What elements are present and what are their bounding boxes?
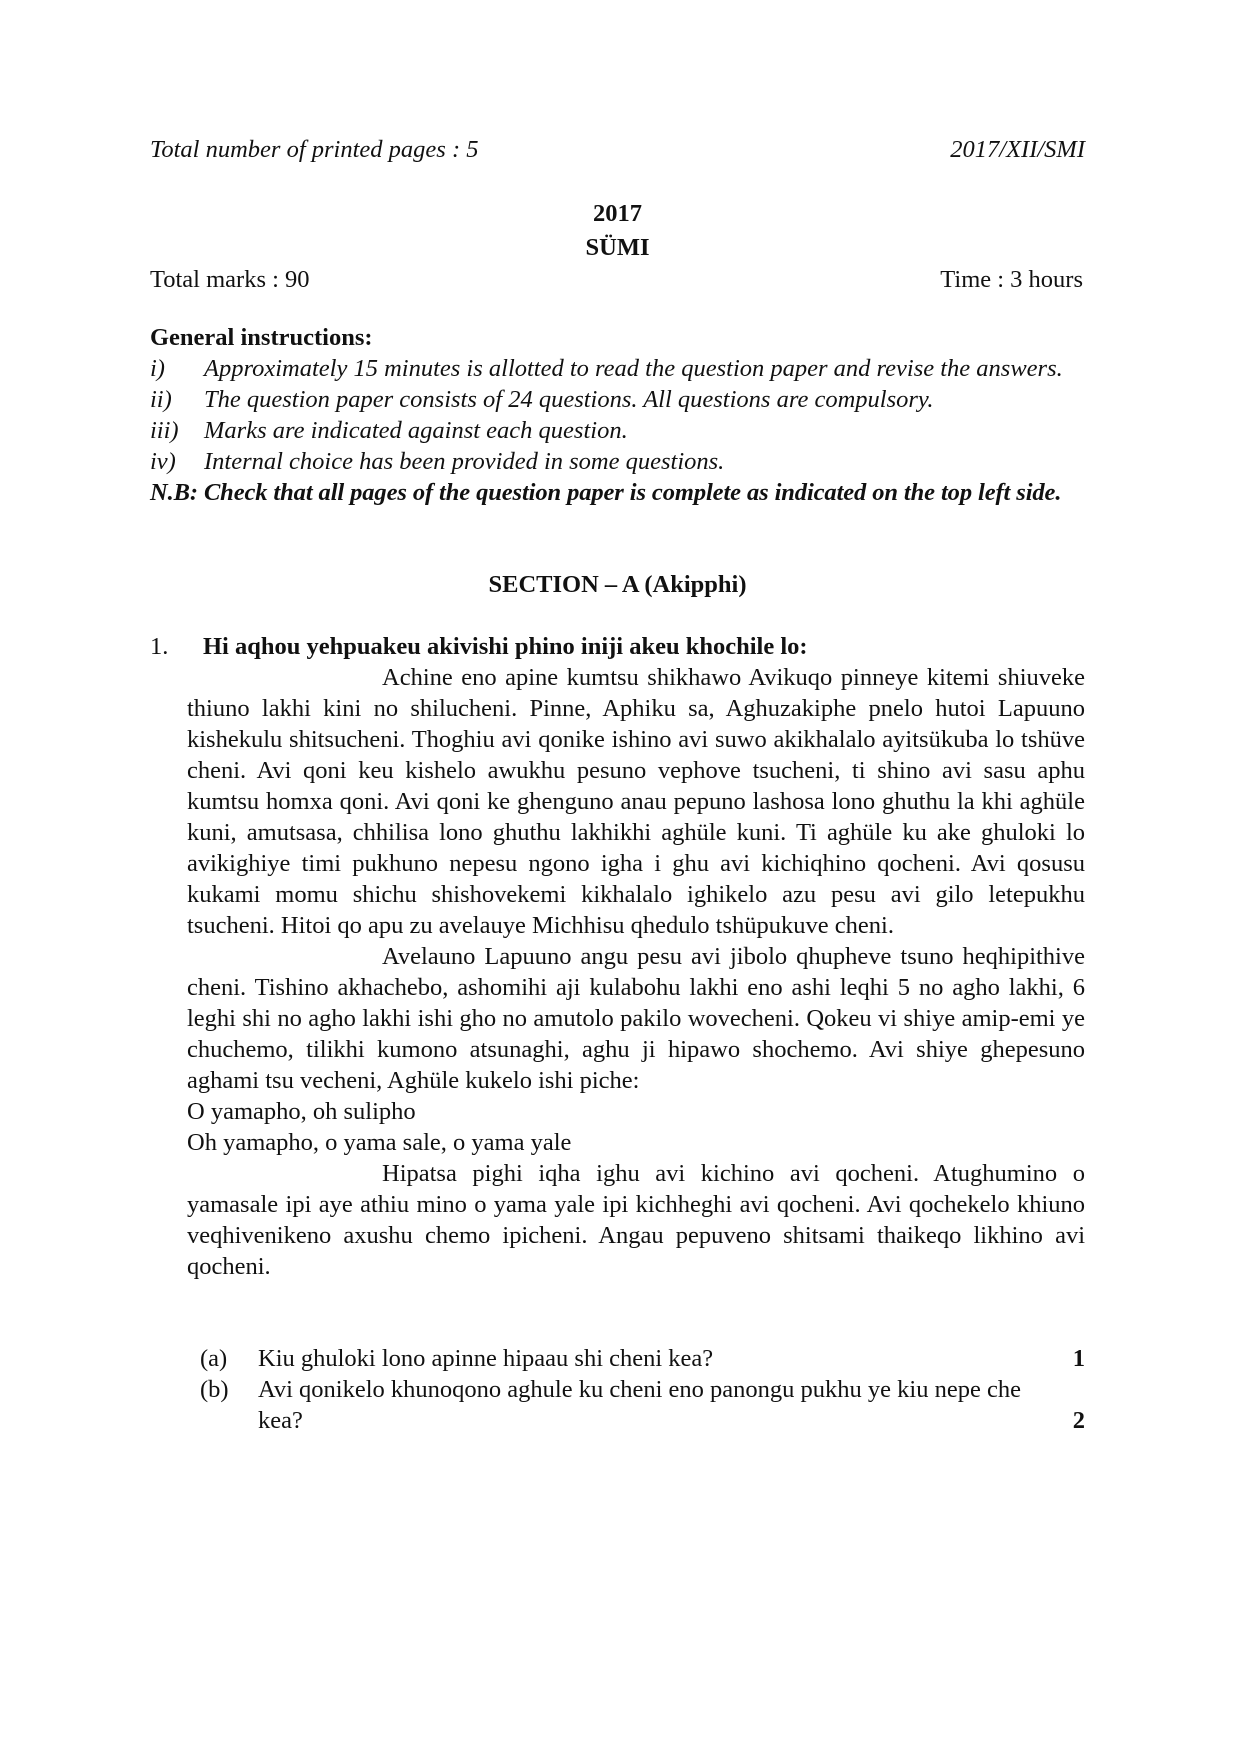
passage-verse-line: Oh yamapho, o yama sale, o yama yale	[187, 1129, 572, 1156]
subquestion-marks: 2	[1072, 1407, 1085, 1434]
exam-subject: SÜMI	[585, 234, 650, 261]
instruction-number: i)	[150, 355, 165, 382]
instruction-text: Marks are indicated against each question.	[204, 417, 628, 444]
subquestion-label: (b)	[200, 1376, 229, 1403]
instruction-item	[150, 384, 1085, 415]
passage-paragraph: Hipatsa pighi iqha ighu avi kichino avi qocheni. Atughumino o yamasale ipi aye athiu mino o yama yale ipi kichheghi avi qocheni. Avi qochekelo khiuno veqhivenikeno axushu chemo ipicheni. Angau pepuveno shitsami thaikeqo likhino avi qocheni.	[187, 1160, 1085, 1280]
total-marks: Total marks : 90	[150, 266, 310, 293]
printed-pages-note: Total number of printed pages : 5	[150, 136, 479, 163]
paper-code: 2017/XII/SMI	[950, 136, 1085, 163]
subquestion-text: Kiu ghuloki lono apinne hipaau shi cheni kea?	[258, 1345, 714, 1372]
instruction-text: Approximately 15 minutes is allotted to read the question paper and revise the answers.	[204, 355, 1063, 382]
instruction-item	[150, 353, 1085, 384]
nb-note: N.B: Check that all pages of the question paper is complete as indicated on the top left side.	[150, 479, 1062, 506]
subquestion	[200, 1374, 1085, 1436]
passage-verse-line: O yamapho, oh sulipho	[187, 1098, 416, 1125]
instructions-heading: General instructions:	[150, 324, 373, 351]
subquestion-text: Avi qonikelo khunoqono aghule ku cheni eno panongu pukhu ye kiu nepe che kea?	[258, 1376, 1021, 1434]
instruction-item	[150, 446, 1085, 477]
instruction-item	[150, 415, 1085, 446]
reading-passage	[187, 662, 1085, 1282]
question-1	[150, 631, 1085, 1282]
subquestion	[200, 1343, 1085, 1374]
question-header	[150, 631, 1085, 662]
question-number: 1.	[150, 633, 169, 660]
question-paper-page	[150, 0, 1085, 1755]
subquestion-label: (a)	[200, 1345, 228, 1372]
passage-paragraph: Avelauno Lapuuno angu pesu avi jibolo qhupheve tsuno heqhipithive cheni. Tishino akhachebo, ashomihi aji kulabohu lakhi eno ashi leqhi 5 no agho lakhi, 6 leghi shi no agho lakhi ishi gho no amutolo pakilo wovecheni. Qokeu vi shiye amip-emi ye chuchemo, tilikhi kumono atsunaghi, aghu ji hipawo shochemo. Avi shiye ghepesuno aghami tsu vecheni, Aghüle kukelo ishi piche:	[187, 943, 1085, 1094]
passage-paragraph: Achine eno apine kumtsu shikhawo Avikuqo pinneye kitemi shiuveke thiuno lakhi kini no shilucheni. Pinne, Aphiku sa, Aghuzakiphe pnelo hutoi Lapuuno kishekulu shitsucheni. Thoghiu avi qonike ishino avi suwo akikhalalo ayitsükuba lo tshüve cheni. Avi qoni keu kishelo awukhu pesuno vephove tsucheni, ti shino avi sasu aphu kumtsu homxa qoni. Avi qoni ke ghenguno anau pepuno lashosa lono ghuthu la khi aghüle kuni, amutsasa, chhilisa lono ghuthu lakhikhi aghüle kuni. Ti aghüle ku ake ghuloki lo avikighiye timi pukhuno nepesu ngono igha i ghu avi kichiqhino qocheni. Avi qosusu kukami momu shichu shishovekemi kikhalalo ighikelo azu pesu avi gilo letepukhu tsucheni. Hitoi qo apu zu avelauye Michhisu qhedulo tshüpukuve cheni.	[187, 664, 1085, 939]
page-header	[150, 134, 1085, 165]
instruction-number: iii)	[150, 417, 179, 444]
instruction-text: Internal choice has been provided in some questions.	[204, 448, 725, 475]
question-prompt: Hi aqhou yehpuakeu akivishi phino iniji akeu khochile lo:	[203, 633, 808, 660]
instruction-text: The question paper consists of 24 questions. All questions are compulsory.	[204, 386, 934, 413]
subquestion-marks: 1	[1072, 1345, 1085, 1372]
exam-year: 2017	[593, 200, 642, 227]
instructions-list	[150, 353, 1085, 508]
marks-time-line	[150, 264, 1085, 295]
subquestion-list	[200, 1343, 1085, 1436]
section-title: SECTION – A (Akipphi)	[488, 571, 747, 598]
exam-time: Time : 3 hours	[940, 266, 1083, 293]
instruction-number: ii)	[150, 386, 172, 413]
instruction-number: iv)	[150, 448, 176, 475]
